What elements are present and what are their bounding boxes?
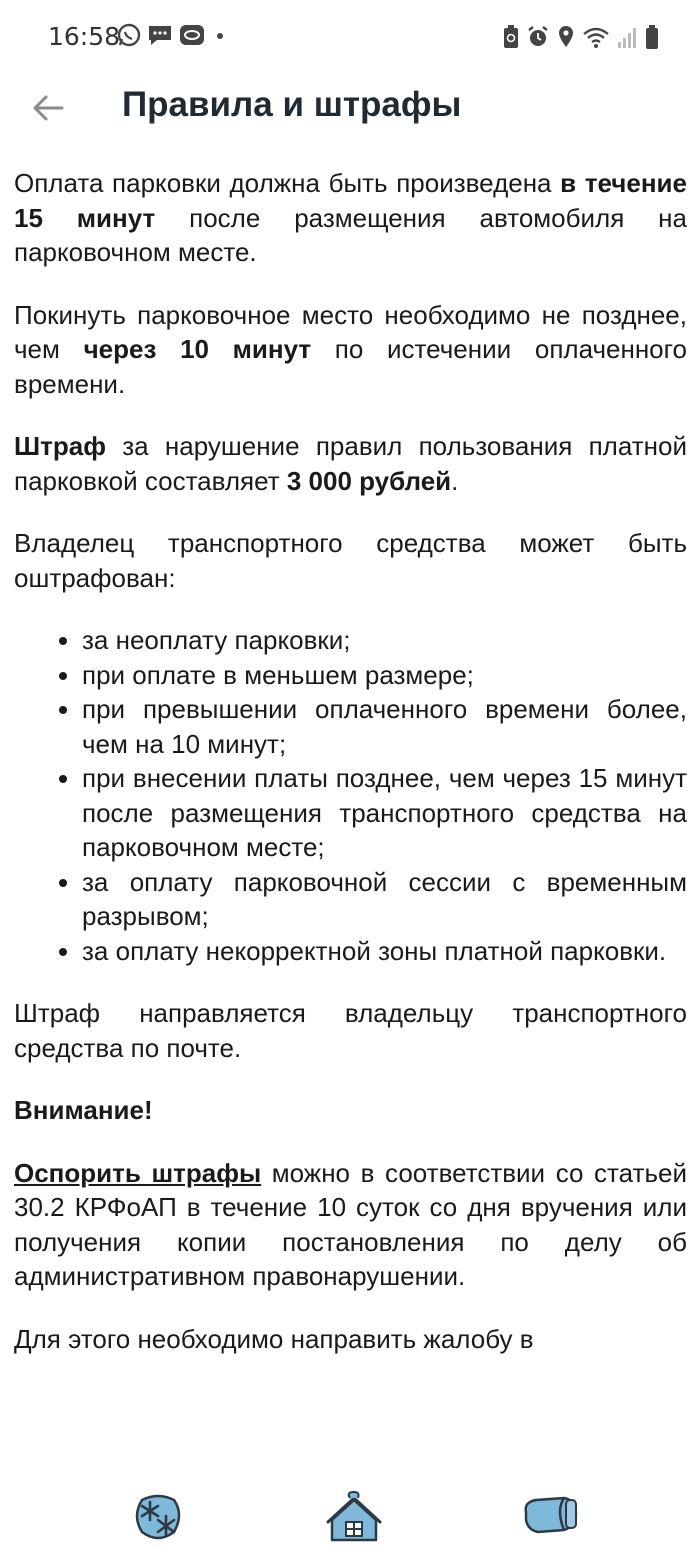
status-time: 16:58 (48, 22, 121, 51)
status-bar (0, 0, 700, 80)
list-item: • за неоплату парковки; (82, 623, 687, 658)
leave-deadline-highlight: через 10 минут (83, 334, 312, 364)
location-icon (556, 24, 576, 50)
system-icons (502, 24, 660, 50)
attention-label: Внимание! (14, 1095, 153, 1125)
list-item: • при внесении платы позднее, чем через 15 минут после размещения транспортного средства на парковочном месте; (82, 761, 687, 865)
list-item: • за оплату некорректной зоны платной парковки. (82, 934, 687, 969)
winter-house-icon (324, 1490, 384, 1546)
app-bar (0, 80, 700, 136)
list-item: • за оплату парковочной сессии с временным разрывом; (82, 865, 687, 934)
dispute-paragraph: Оспорить штрафы можно в соответствии со статьей 30.2 КРФоАП в течение 10 суток со дня вручения или получения копии постановления по делу об административном правонарушении. (14, 1157, 687, 1291)
leave-deadline-paragraph: Покинуть парковочное место необходимо не позднее, чем через 10 минут по истечении оплаченного времени. (14, 299, 688, 399)
arrow-left-icon (32, 94, 64, 122)
list-item: • при оплате в меньшем размере; (82, 658, 687, 693)
mitten-icon (520, 1490, 580, 1546)
battery-icon (644, 24, 660, 50)
signal-icon (616, 24, 638, 50)
fine-amount-paragraph: Штраф за нарушение правил пользования платной парковкой составляет 3 000 рублей. (14, 431, 687, 496)
alarm-icon (526, 24, 550, 50)
payment-deadline-highlight: в течение 15 минут (14, 168, 687, 233)
violations-list (14, 623, 687, 968)
dot-icon (210, 22, 230, 48)
message-icon (146, 22, 174, 48)
back-button[interactable] (26, 86, 70, 130)
nav-item-mitten[interactable] (518, 1488, 582, 1548)
wifi-icon (582, 24, 610, 50)
page-title: Правила и штрафы (122, 85, 462, 124)
snowflake-icon (128, 1490, 188, 1546)
battery-saver-icon (502, 24, 520, 50)
dispute-fines-link[interactable]: Оспорить штрафы (14, 1157, 262, 1188)
notification-icons (116, 22, 230, 48)
nav-item-house[interactable] (322, 1488, 386, 1548)
complaint-paragraph: Для этого необходимо направить жалобу в (14, 1323, 534, 1354)
list-item: • при превышении оплаченного времени более, чем на 10 минут; (82, 692, 687, 761)
app-icon (178, 22, 206, 48)
bottom-nav (0, 1480, 700, 1556)
fine-label: Штраф (14, 431, 106, 461)
payment-deadline-paragraph: Оплата парковки должна быть произведена в течение 15 минут после размещения автомобиля на парковочном месте. (14, 168, 687, 267)
rules-content (14, 166, 687, 1384)
attention-paragraph (14, 1093, 687, 1128)
whatsapp-icon (116, 22, 142, 48)
nav-item-snowflake[interactable] (126, 1488, 190, 1548)
owner-fined-paragraph: Владелец транспортного средства может быть оштрафован: (14, 528, 687, 593)
fine-delivery-paragraph: Штраф направляется владельцу транспортного средства по почте. (14, 998, 687, 1063)
fine-amount: 3 000 рублей (286, 465, 452, 496)
